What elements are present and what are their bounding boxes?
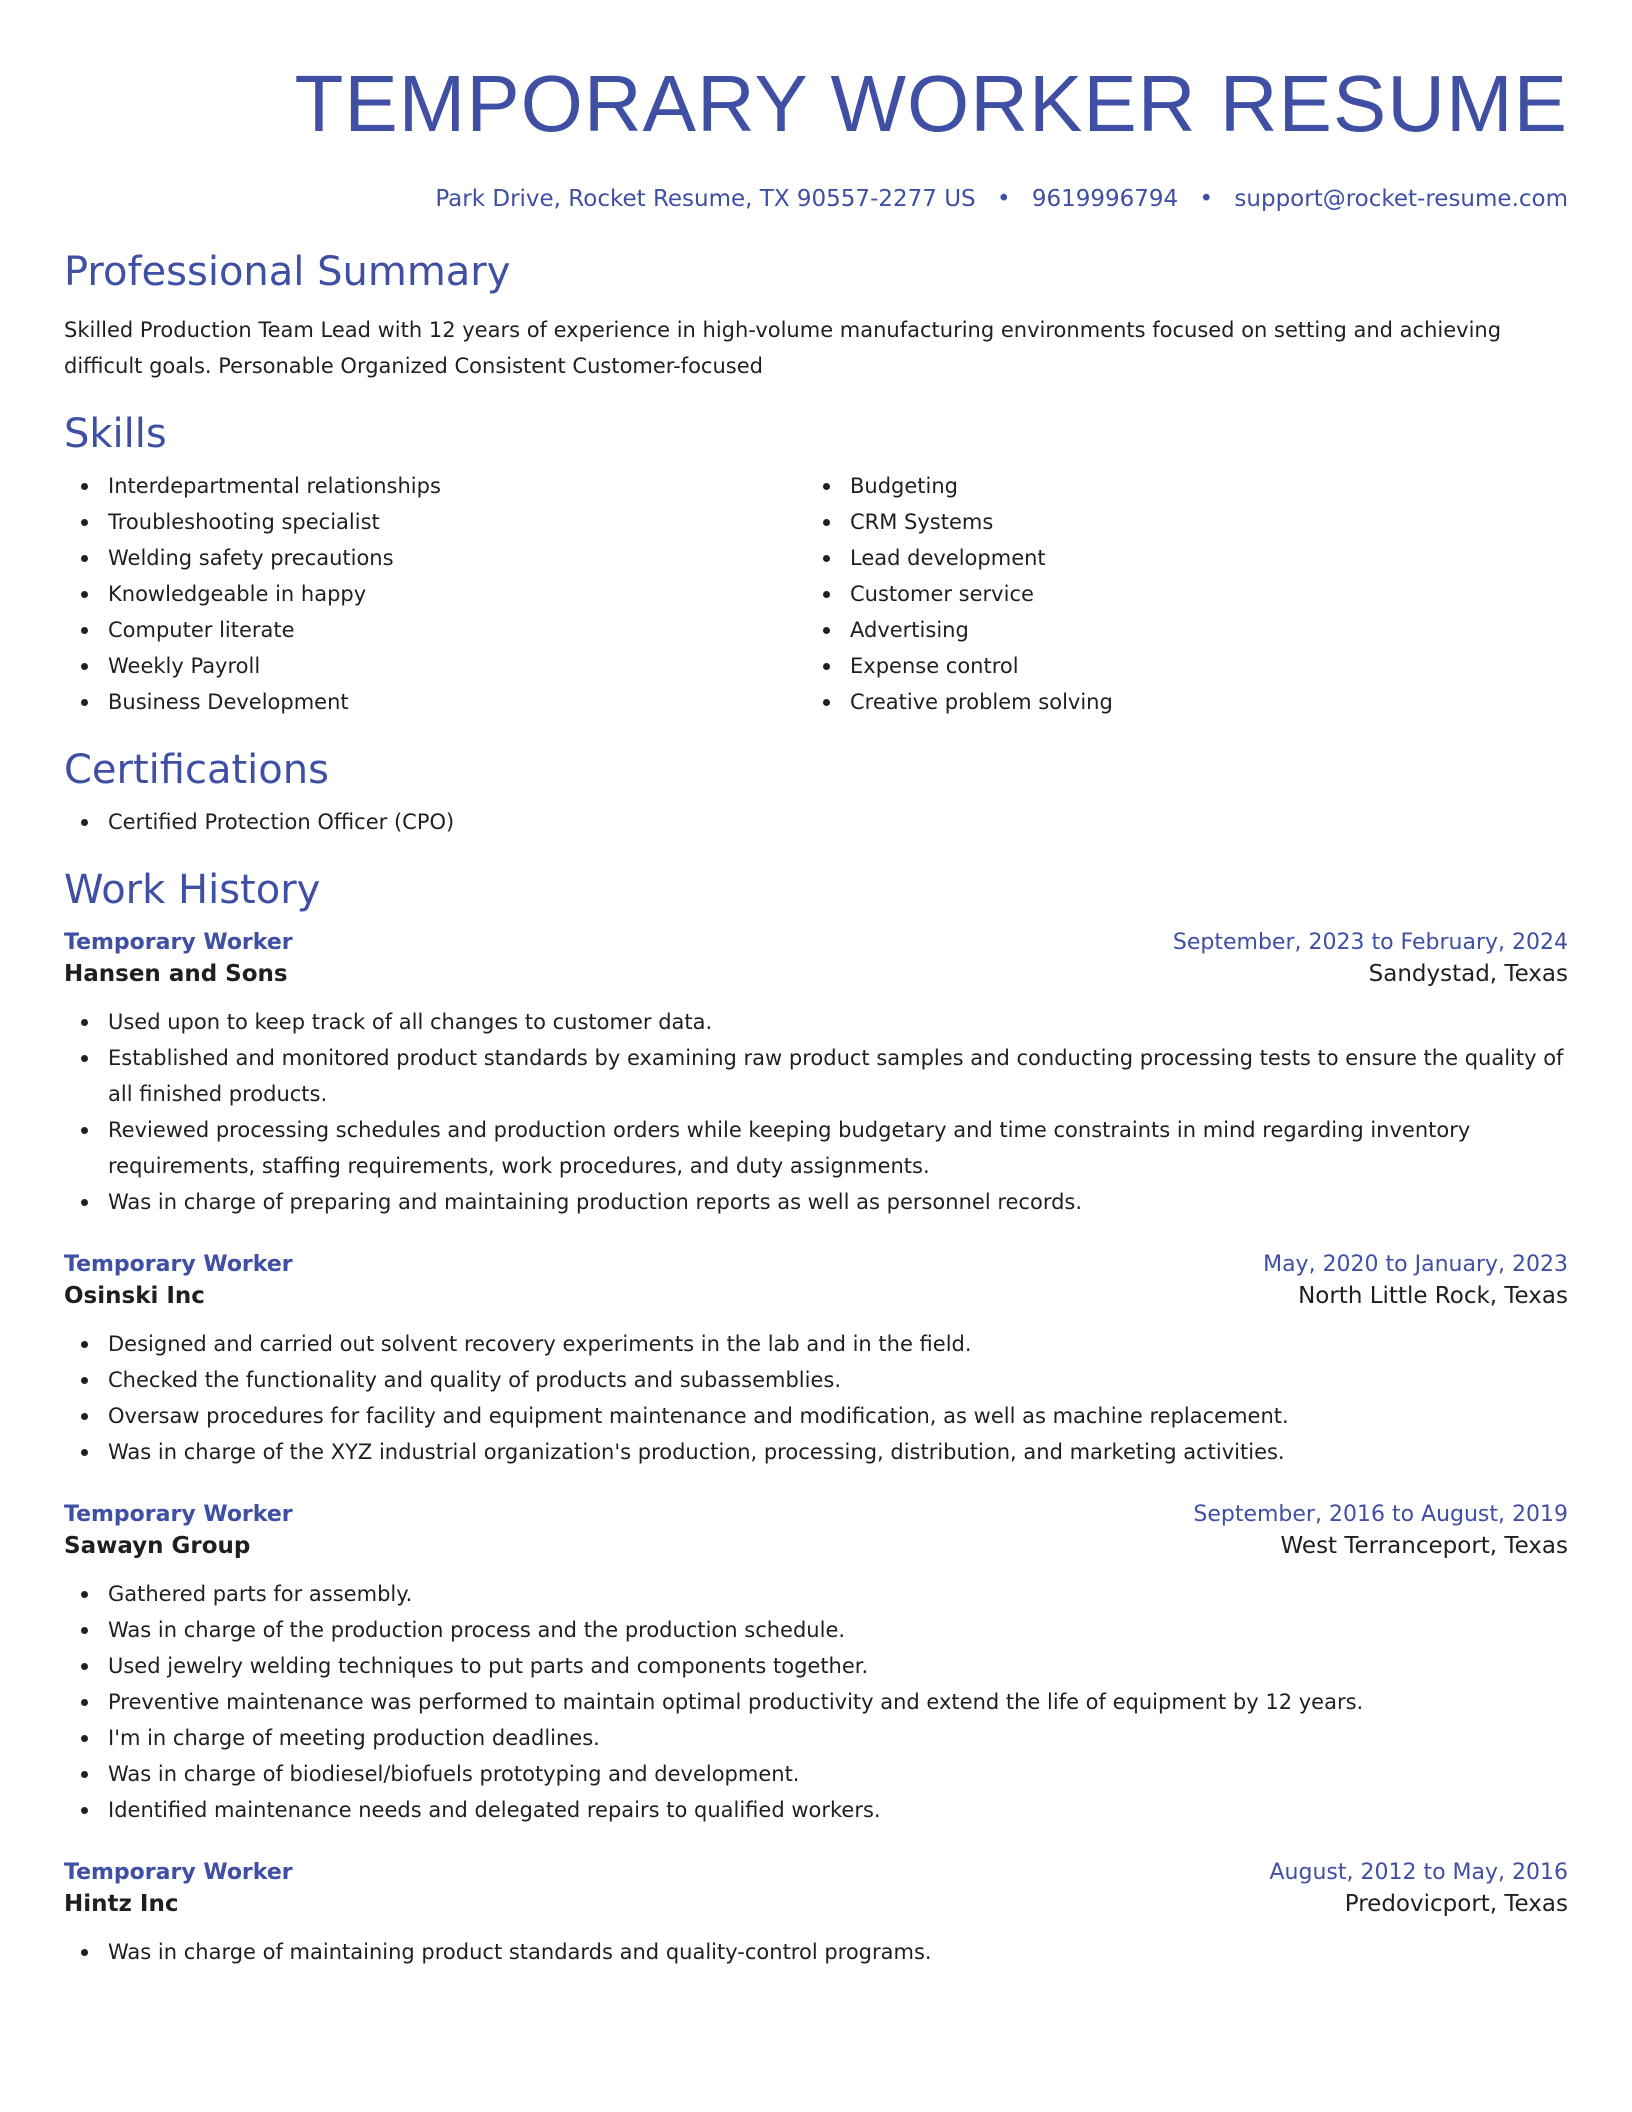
job-title: Temporary Worker: [64, 930, 293, 955]
skill-item: Weekly Payroll: [64, 648, 806, 684]
job-dates: August, 2012 to May, 2016: [1269, 1860, 1568, 1885]
skills-section: [64, 410, 1568, 720]
job-entry: [64, 928, 1568, 1220]
email: support@rocket-resume.com: [1234, 186, 1568, 212]
job-bullet: Identified maintenance needs and delegated repairs to qualified workers.: [64, 1792, 1568, 1828]
summary-section: [64, 248, 1568, 384]
job-bullet: Was in charge of preparing and maintaining production reports as well as personnel records.: [64, 1184, 1568, 1220]
job-company: Hansen and Sons: [64, 961, 288, 987]
job-dates: September, 2016 to August, 2019: [1193, 1502, 1568, 1527]
job-bullet: Used jewelry welding techniques to put parts and components together.: [64, 1648, 1568, 1684]
job-bullet: Established and monitored product standards by examining raw product samples and conducting processing tests to ensure the quality of all finished products.: [64, 1040, 1568, 1112]
certification-item: Certified Protection Officer (CPO): [64, 804, 1568, 840]
certifications-section: [64, 746, 1568, 840]
skill-item: Business Development: [64, 684, 806, 720]
job-bullet: Was in charge of maintaining product standards and quality-control programs.: [64, 1934, 1568, 1970]
job-dates: September, 2023 to February, 2024: [1172, 930, 1568, 955]
phone: 9619996794: [1031, 186, 1179, 212]
job-title: Temporary Worker: [64, 1860, 293, 1885]
job-location: North Little Rock, Texas: [1298, 1283, 1568, 1309]
skill-item: Welding safety precautions: [64, 540, 806, 576]
job-dates: May, 2020 to January, 2023: [1263, 1252, 1568, 1277]
contact-line: [64, 184, 1568, 214]
skill-item: Creative problem solving: [806, 684, 1548, 720]
job-bullet: Reviewed processing schedules and production orders while keeping budgetary and time constraints in mind regarding inventory requirements, staffing requirements, work procedures, and duty assignments.: [64, 1112, 1568, 1184]
skills-list-right: [806, 468, 1548, 720]
section-title-certifications: Certifications: [64, 747, 329, 793]
skill-item: Knowledgeable in happy: [64, 576, 806, 612]
skill-item: Customer service: [806, 576, 1548, 612]
job-entry: [64, 1250, 1568, 1470]
skills-columns: [64, 468, 1568, 720]
skill-item: CRM Systems: [806, 504, 1548, 540]
summary-text: Skilled Production Team Lead with 12 years of experience in high-volume manufacturing environments focused on setting and achieving difficult goals. Personable Organized Consistent Customer-focused: [64, 318, 1502, 378]
section-title-skills: Skills: [64, 411, 167, 457]
job-bullet: Was in charge of the XYZ industrial organization's production, processing, distribution, and marketing activities.: [64, 1434, 1568, 1470]
section-title-summary: Professional Summary: [64, 249, 511, 295]
job-title: Temporary Worker: [64, 1252, 293, 1277]
job-company: Sawayn Group: [64, 1533, 251, 1559]
job-bullet: I'm in charge of meeting production deadlines.: [64, 1720, 1568, 1756]
section-title-work-history: Work History: [64, 867, 321, 913]
job-bullet: Was in charge of the production process and the production schedule.: [64, 1612, 1568, 1648]
skill-item: Lead development: [806, 540, 1548, 576]
job-company: Osinski Inc: [64, 1283, 205, 1309]
skill-item: Advertising: [806, 612, 1548, 648]
skills-list-left: [64, 468, 806, 720]
job-bullets: [64, 1004, 1568, 1220]
skill-item: Troubleshooting specialist: [64, 504, 806, 540]
job-bullet: Used upon to keep track of all changes to customer data.: [64, 1004, 1568, 1040]
resume-page: [64, 0, 1568, 1970]
job-bullet: Oversaw procedures for facility and equipment maintenance and modification, as well as machine replacement.: [64, 1398, 1568, 1434]
job-bullets: [64, 1576, 1568, 1828]
job-bullets: [64, 1934, 1568, 1970]
job-bullet: Designed and carried out solvent recovery experiments in the lab and in the field.: [64, 1326, 1568, 1362]
job-bullet: Preventive maintenance was performed to maintain optimal productivity and extend the life of equipment by 12 years.: [64, 1684, 1568, 1720]
work-history-section: [64, 866, 1568, 1970]
job-entry: [64, 1500, 1568, 1828]
address: Park Drive, Rocket Resume, TX 90557-2277 US: [435, 186, 976, 212]
job-bullet: Checked the functionality and quality of products and subassemblies.: [64, 1362, 1568, 1398]
job-title: Temporary Worker: [64, 1502, 293, 1527]
job-location: Predovicport, Texas: [1344, 1891, 1568, 1917]
contact-separator: •: [996, 186, 1011, 212]
job-bullet: Was in charge of biodiesel/biofuels prototyping and development.: [64, 1756, 1568, 1792]
job-company: Hintz Inc: [64, 1891, 179, 1917]
skill-item: Expense control: [806, 648, 1548, 684]
job-bullets: [64, 1326, 1568, 1470]
job-location: Sandystad, Texas: [1368, 961, 1568, 987]
certifications-list: [64, 804, 1568, 840]
skill-item: Interdepartmental relationships: [64, 468, 806, 504]
contact-separator: •: [1199, 186, 1214, 212]
job-location: West Terranceport, Texas: [1280, 1533, 1568, 1559]
job-entry: [64, 1858, 1568, 1970]
job-bullet: Gathered parts for assembly.: [64, 1576, 1568, 1612]
skill-item: Budgeting: [806, 468, 1548, 504]
skill-item: Computer literate: [64, 612, 806, 648]
resume-name: TEMPORARY WORKER RESUME: [294, 59, 1568, 148]
